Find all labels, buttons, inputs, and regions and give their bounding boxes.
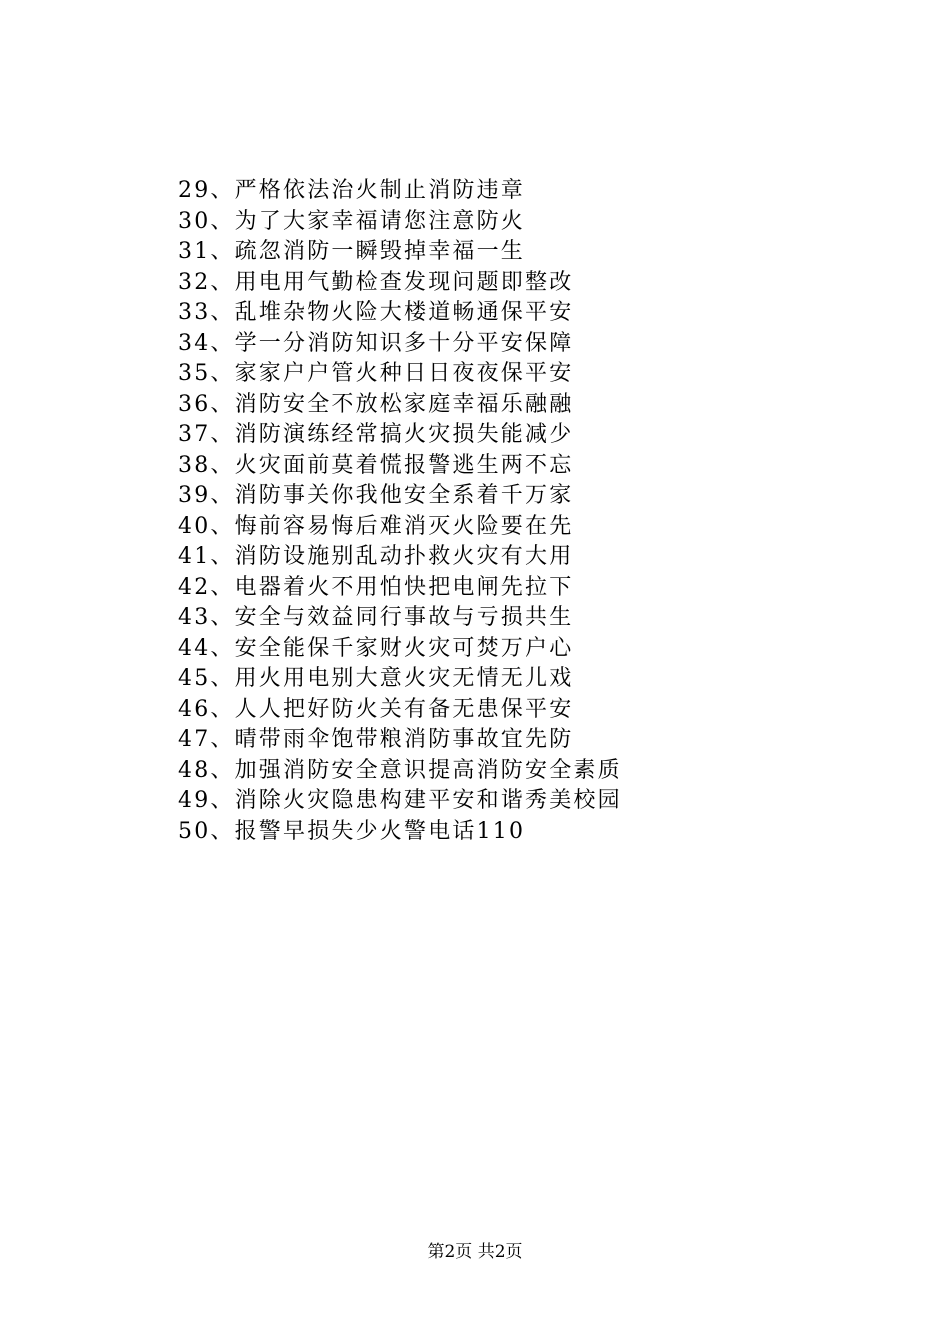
slogan-item: 32、用电用气勤检查发现问题即整改 — [178, 269, 574, 295]
slogan-item: 44、安全能保千家财火灾可焚万户心 — [178, 635, 574, 661]
slogan-item: 50、报警早损失少火警电话110 — [178, 818, 526, 844]
slogan-list — [178, 176, 622, 847]
slogan-item: 36、消防安全不放松家庭幸福乐融融 — [178, 391, 574, 417]
slogan-item: 35、家家户户管火种日日夜夜保平安 — [178, 361, 574, 386]
slogan-item: 42、电器着火不用怕快把电闸先拉下 — [178, 574, 574, 600]
slogan-item: 33、乱堆杂物火险大楼道畅通保平安 — [178, 300, 574, 325]
page-number-label: 第2页 共2页 — [427, 1242, 523, 1262]
slogan-item: 29、严格依法治火制止消防违章 — [178, 178, 525, 203]
slogan-item: 46、人人把好防火关有备无患保平安 — [178, 696, 574, 722]
slogan-item: 49、消除火灾隐患构建平安和谐秀美校园 — [178, 788, 622, 813]
slogan-item: 34、学一分消防知识多十分平安保障 — [178, 330, 574, 356]
slogan-item: 48、加强消防安全意识提高消防安全素质 — [178, 757, 622, 783]
slogan-item: 39、消防事关你我他安全系着千万家 — [178, 483, 574, 508]
slogan-item: 41、消防设施别乱动扑救火灾有大用 — [178, 544, 574, 569]
slogan-item: 47、晴带雨伞饱带粮消防事故宜先防 — [178, 727, 574, 752]
slogan-item: 37、消防演练经常搞火灾损失能减少 — [178, 422, 574, 447]
slogan-item: 30、为了大家幸福请您注意防火 — [178, 208, 525, 234]
slogan-item: 45、用火用电别大意火灾无情无儿戏 — [178, 666, 574, 691]
slogan-item: 43、安全与效益同行事故与亏损共生 — [178, 605, 574, 630]
slogan-item: 38、火灾面前莫着慌报警逃生两不忘 — [178, 452, 574, 478]
slogan-item: 31、疏忽消防一瞬毁掉幸福一生 — [178, 239, 525, 264]
slogan-item: 40、悔前容易悔后难消灭火险要在先 — [178, 513, 574, 539]
page-footer — [0, 1240, 950, 1264]
